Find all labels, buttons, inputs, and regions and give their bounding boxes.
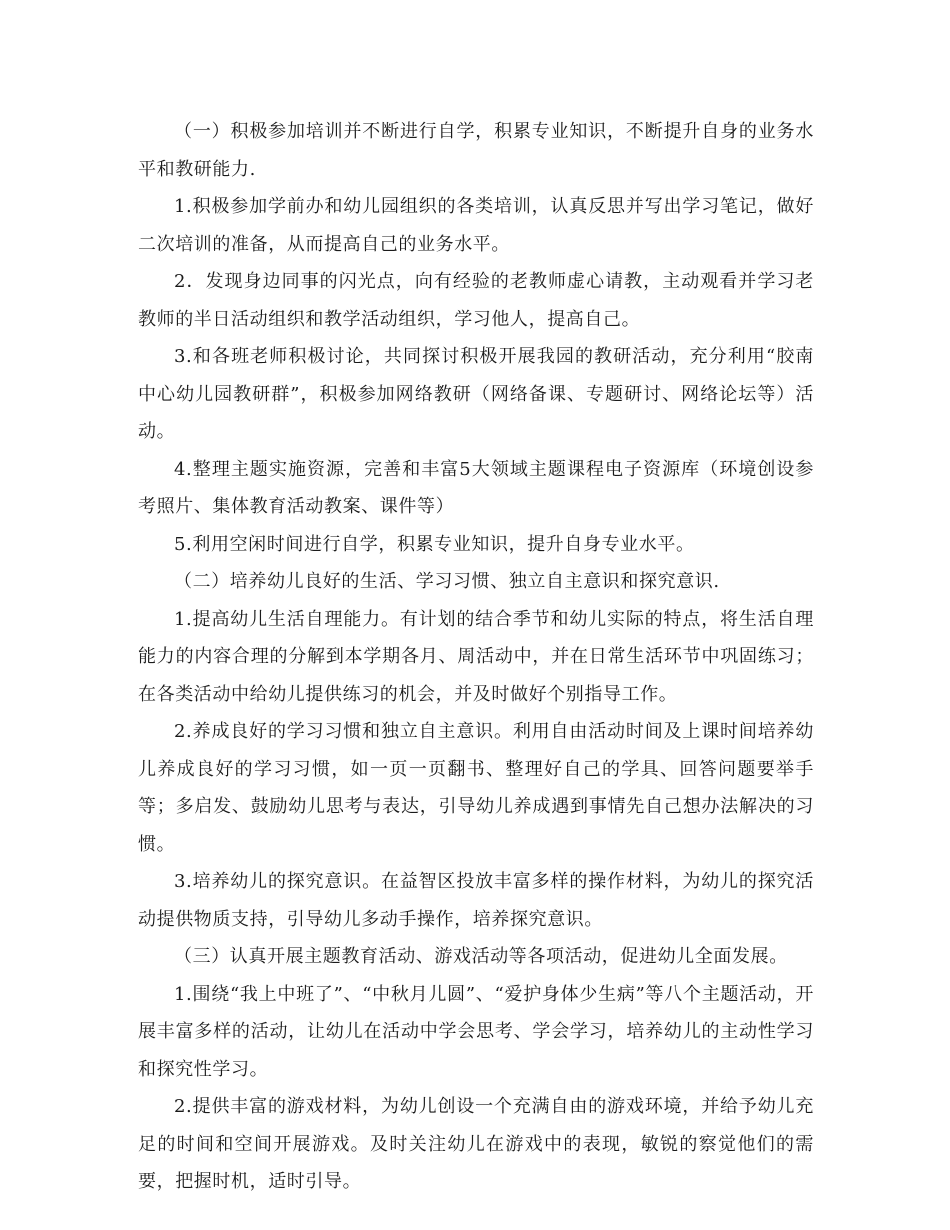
paragraph-item: 3.培养幼儿的探究意识。在益智区投放丰富多样的操作材料，为幼儿的探究活动提供物质支持，引导幼儿多动手操作，培养探究意识。: [138, 871, 814, 930]
paragraph-item: 4.整理主题实施资源，完善和丰富5大领域主题课程电子资源库（环境创设参考照片、集体教育活动教案、课件等）: [138, 458, 814, 517]
document-body: [138, 113, 814, 1201]
paragraph-item: 5.利用空闲时间进行自学，积累专业知识，提升自身专业水平。: [174, 533, 695, 555]
section-heading-3: （三）认真开展主题教育活动、游戏活动等各项活动，促进幼儿全面发展。: [174, 946, 788, 967]
paragraph-item: 1.积极参加学前办和幼儿园组织的各类培训，认真反思并写出学习笔记，做好二次培训的准备，从而提高自己的业务水平。: [138, 196, 814, 255]
section-heading-2: （二）培养幼儿良好的生活、学习习惯、独立自主意识和探究意识.: [174, 571, 720, 592]
paragraph-item: 1.围绕“我上中班了”、“中秋月儿圆”、“爱护身体少生病”等八个主题活动，开展丰富多样的活动，让幼儿在活动中学会思考、学会学习，培养幼儿的主动性学习和探究性学习。: [138, 983, 814, 1080]
paragraph-item: 3.和各班老师积极讨论，共同探讨积极开展我园的教研活动，充分利用“胶南中心幼儿园教研群”，积极参加网络教研（网络备课、专题研讨、网络论坛等）活动。: [138, 346, 814, 442]
paragraph-item: 1.提高幼儿生活自理能力。有计划的结合季节和幼儿实际的特点，将生活自理能力的内容合理的分解到本学期各月、周活动中，并在日常生活环节中巩固练习；在各类活动中给幼儿提供练习的机会，并及时做好个别指导工作。: [138, 608, 814, 705]
section-heading-1: （一）积极参加培训并不断进行自学，积累专业知识，不断提升自身的业务水平和教研能力.: [138, 121, 814, 180]
paragraph-item: 2．发现身边同事的闪光点，向有经验的老教师虚心请教，主动观看并学习老教师的半日活动组织和教学活动组织，学习他人，提高自己。: [138, 271, 814, 330]
paragraph-item: 2.提供丰富的游戏材料，为幼儿创设一个充满自由的游戏环境，并给予幼儿充足的时间和空间开展游戏。及时关注幼儿在游戏中的表现，敏锐的察觉他们的需要，把握时机，适时引导。: [138, 1096, 814, 1192]
paragraph-item: 2.养成良好的学习习惯和独立自主意识。利用自由活动时间及上课时间培养幼儿养成良好的学习习惯，如一页一页翻书、整理好自己的学具、回答问题要举手等；多启发、鼓励幼儿思考与表达，引导幼儿养成遇到事情先自己想办法解决的习惯。: [138, 721, 814, 855]
